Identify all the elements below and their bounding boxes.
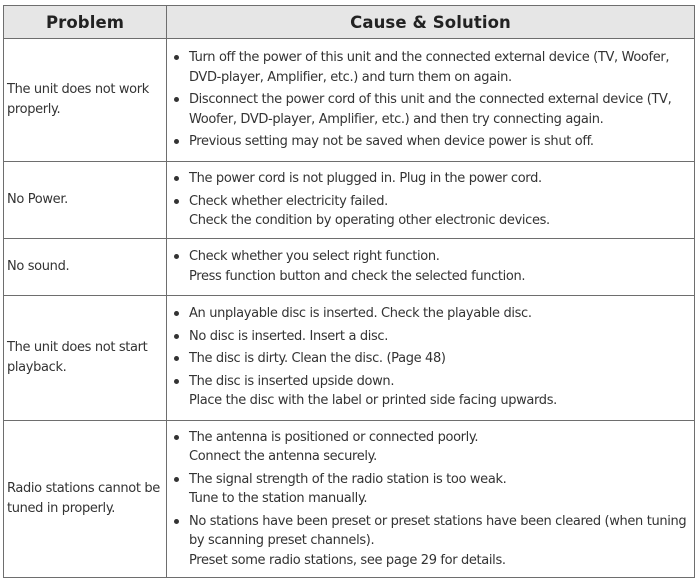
problem-cell (4, 238, 167, 295)
solution-cell (167, 295, 695, 420)
bullet-icon (174, 477, 179, 482)
solution-text-line: Check whether electricity failed. (189, 193, 388, 209)
solution-text-line: by scanning preset channels). (189, 533, 375, 548)
problem-text-line: tuned in properly. (7, 500, 116, 516)
table-row (4, 39, 695, 162)
problem-text-line: properly. (7, 102, 61, 117)
solution-item (167, 132, 694, 152)
solution-item (167, 304, 694, 324)
solution-text-line: Check whether you select right function. (189, 249, 440, 264)
header-row (4, 6, 695, 39)
solution-text-line: The disc is dirty. Clean the disc. (Page 48) (189, 351, 446, 367)
solution-cell (167, 39, 695, 162)
solution-list (167, 428, 694, 571)
bullet-icon (174, 334, 179, 339)
solution-item (167, 90, 694, 129)
bullet-icon (174, 139, 179, 144)
solution-item (167, 247, 694, 286)
problem-text-line: The unit does not start (7, 339, 148, 355)
troubleshooting-table (3, 5, 695, 578)
solution-item (167, 169, 694, 189)
problem-text-line: playback. (7, 359, 67, 375)
problem-text-line: Radio stations cannot be (7, 480, 160, 496)
solution-item (167, 428, 694, 467)
bullet-icon (174, 199, 179, 204)
solution-text-line: Previous setting may not be saved when device power is shut off. (189, 134, 594, 150)
solution-list (167, 304, 694, 411)
solution-text-line: Check the condition by operating other electronic devices. (189, 213, 550, 228)
table-row (4, 420, 695, 578)
solution-text-line: Disconnect the power cord of this unit and the connected external device (TV, (189, 92, 672, 108)
solution-text-line: An unplayable disc is inserted. Check the playable disc. (189, 306, 532, 322)
bullet-icon (174, 254, 179, 259)
solution-text-line: The antenna is positioned or connected poorly. (189, 429, 479, 445)
problem-cell (4, 420, 167, 578)
bullet-icon (174, 379, 179, 384)
solution-text-line: Woofer, DVD-player, Amplifier, etc.) and then try connecting again. (189, 111, 604, 127)
header-problem: Problem (4, 6, 167, 39)
problem-cell (4, 162, 167, 239)
solution-cell (167, 238, 695, 295)
solution-text-line: No stations have been preset or preset stations have been cleared (when tuning (189, 513, 687, 529)
header-cause-solution: Cause & Solution (167, 6, 695, 39)
bullet-icon (174, 55, 179, 60)
solution-text-line: Place the disc with the label or printed side facing upwards. (189, 393, 557, 409)
solution-text-line: Press function button and check the selected function. (189, 268, 526, 284)
solution-text-line: Tune to the station manually. (189, 491, 368, 506)
solution-item (167, 48, 694, 87)
problem-text-line: The unit does not work (7, 82, 149, 97)
solution-text-line: Turn off the power of this unit and the connected external device (TV, Woofer, (189, 50, 670, 66)
solution-cell (167, 162, 695, 239)
solution-item (167, 349, 694, 369)
solution-cell (167, 420, 695, 578)
table-row (4, 238, 695, 295)
bullet-icon (174, 356, 179, 361)
solution-text-line: Connect the antenna securely. (189, 449, 377, 464)
bullet-icon (174, 97, 179, 102)
solution-list (167, 169, 694, 231)
solution-text-line: The signal strength of the radio station is too weak. (189, 471, 507, 487)
solution-text-line: DVD-player, Amplifier, etc.) and turn them on again. (189, 69, 512, 85)
solution-list (167, 247, 694, 286)
solution-item (167, 470, 694, 509)
table-row (4, 295, 695, 420)
table-row (4, 162, 695, 239)
problem-cell (4, 39, 167, 162)
solution-text-line: Preset some radio stations, see page 29 for details. (189, 552, 506, 568)
solution-item (167, 327, 694, 347)
bullet-icon (174, 435, 179, 440)
bullet-icon (174, 519, 179, 524)
solution-item (167, 372, 694, 411)
solution-list (167, 48, 694, 152)
solution-text-line: No disc is inserted. Insert a disc. (189, 328, 389, 344)
problem-text-line: No Power. (7, 191, 68, 207)
bullet-icon (174, 176, 179, 181)
solution-item (167, 192, 694, 231)
problem-cell (4, 295, 167, 420)
solution-text-line: The power cord is not plugged in. Plug in the power cord. (189, 171, 542, 186)
bullet-icon (174, 311, 179, 316)
solution-text-line: The disc is inserted upside down. (189, 373, 395, 389)
solution-item (167, 512, 694, 571)
problem-text-line: No sound. (7, 258, 70, 274)
